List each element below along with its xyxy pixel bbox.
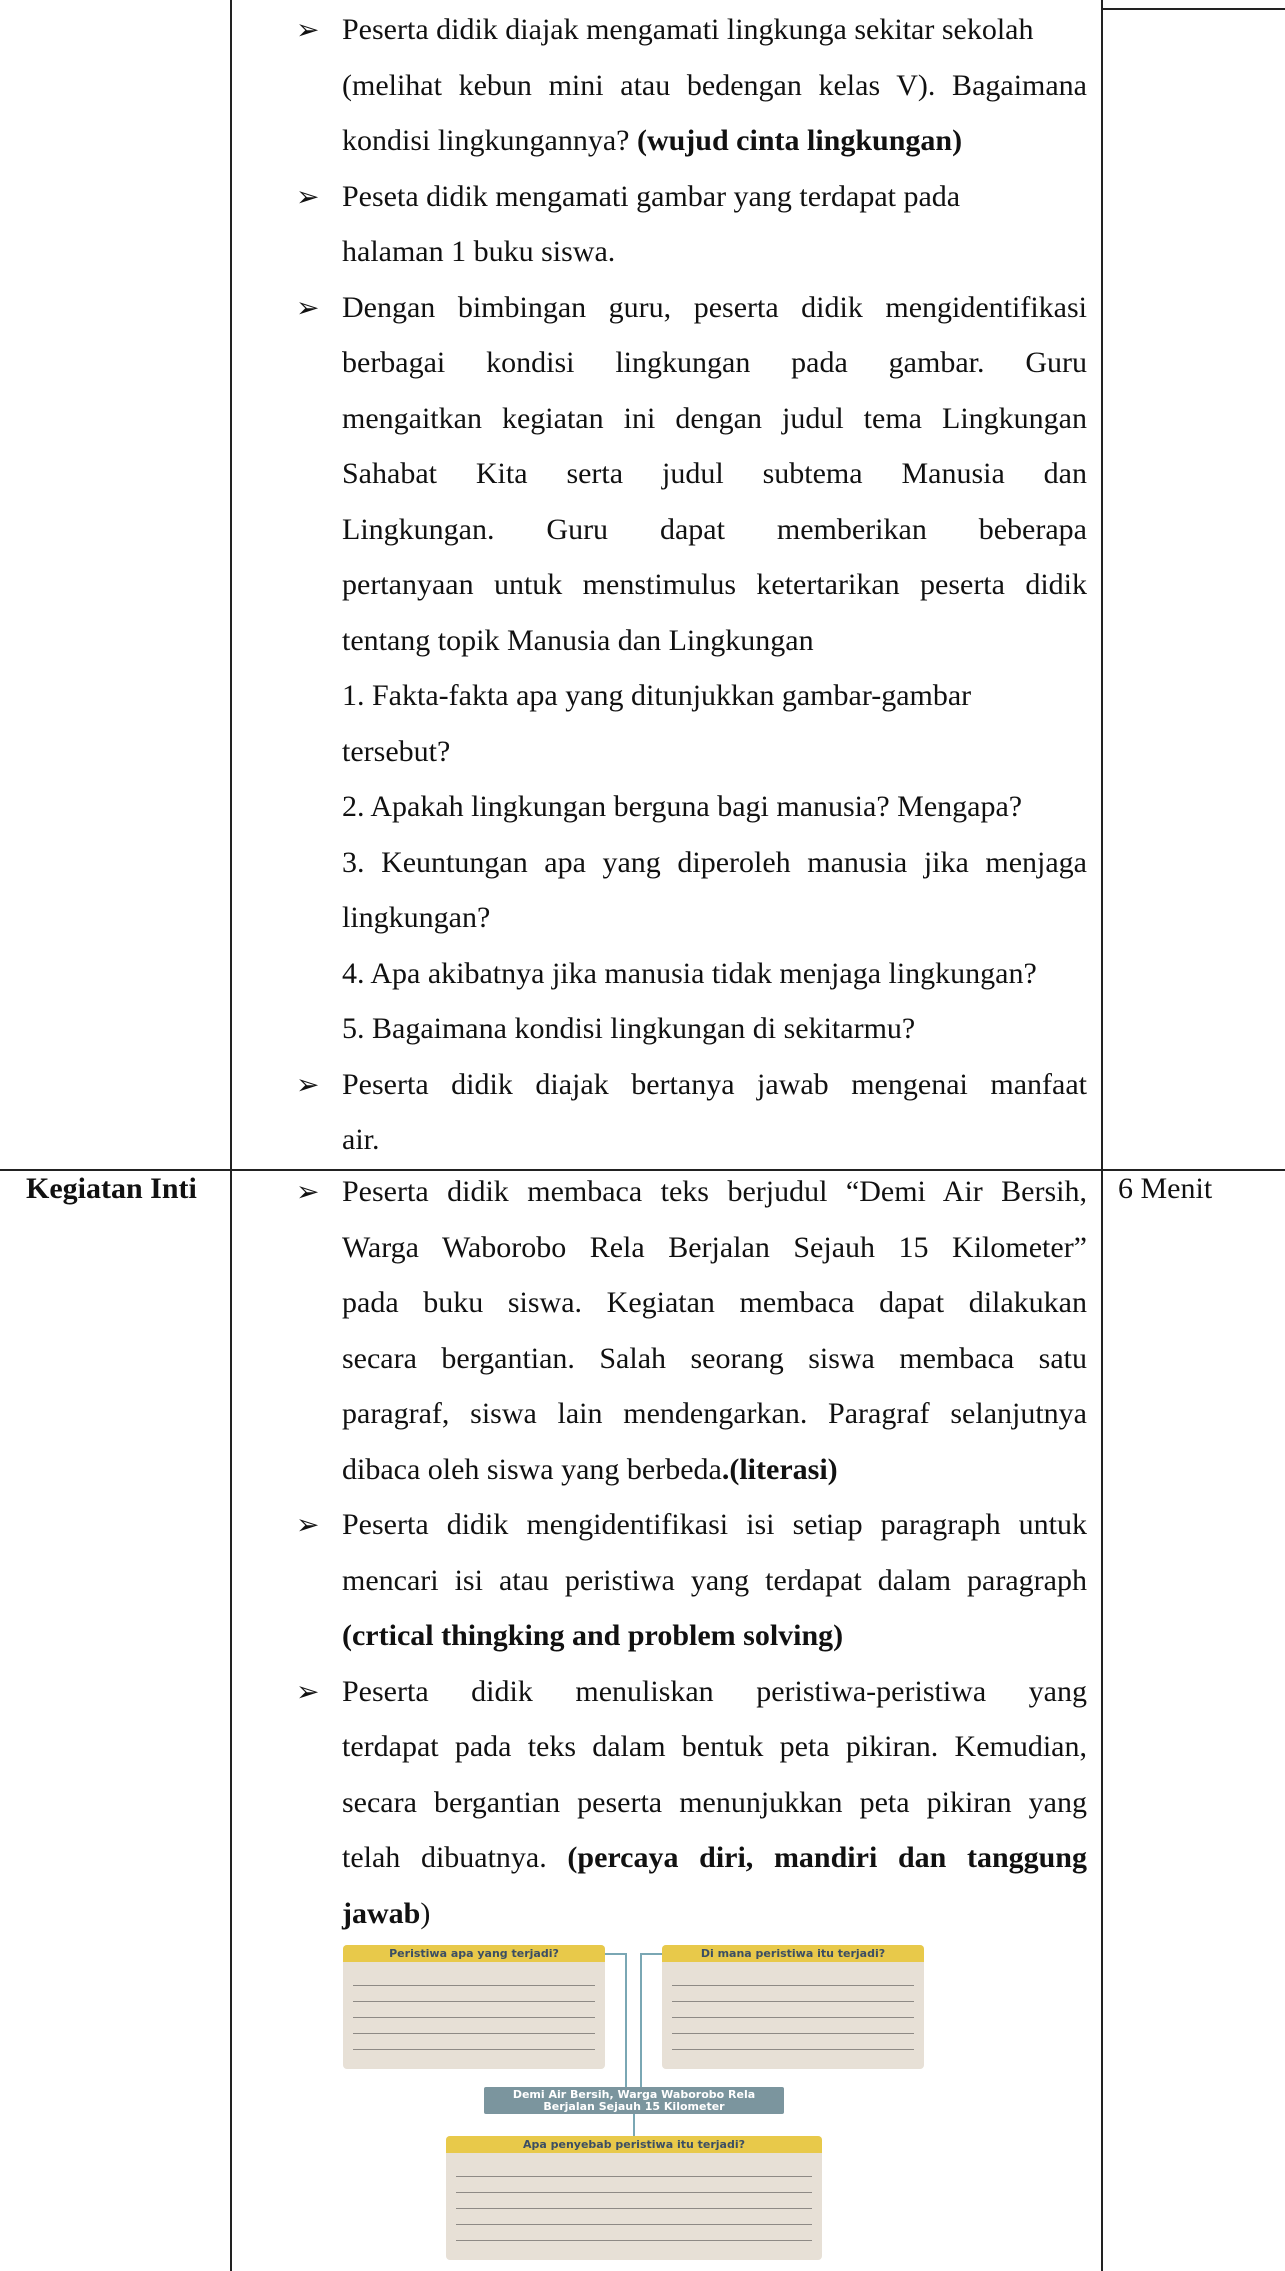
text-line: pertanyaan untuk menstimulus ketertarikan peserta didik <box>342 568 1087 601</box>
text-line: (melihat kebun mini atau bedengan kelas V). Bagaimana <box>342 68 1087 102</box>
text-line: Sahabat Kita serta judul subtema Manusia dan <box>342 457 1087 490</box>
mind-map-box-why-title: Apa penyebab peristiwa itu terjadi? <box>446 2136 822 2153</box>
bullet-arrow-icon: ➢ <box>296 13 320 46</box>
text-line: Warga Waborobo Rela Berjalan Sejauh 15 Kilometer” <box>342 1230 1087 1264</box>
text-line: Peseta didik mengamati gambar yang terdapat pada <box>342 179 961 213</box>
bullet-arrow-icon: ➢ <box>296 290 320 324</box>
text-line: 3. Keuntungan apa yang diperoleh manusia jika menjaga <box>342 845 1087 879</box>
mind-map-box-what-title: Peristiwa apa yang terjadi? <box>343 1945 605 1962</box>
text-line: dibaca oleh siswa yang berbeda.(literasi) <box>342 1452 838 1486</box>
mind-map-center-topic: Demi Air Bersih, Warga Waborobo Rela Berjalan Sejauh 15 Kilometer <box>484 2087 784 2114</box>
text-line: 2. Apakah lingkungan berguna bagi manusia? Mengapa? <box>342 790 1023 823</box>
text-line: tersebut? <box>342 734 451 768</box>
text-line: secara bergantian peserta menunjukkan peta pikiran yang <box>342 1785 1087 1819</box>
text-line: jawab) <box>342 1896 431 1930</box>
bullet-arrow-icon: ➢ <box>296 1067 320 1101</box>
bullet-arrow-icon: ➢ <box>296 1175 320 1208</box>
text-line: Peserta didik membaca teks berjudul “Demi Air Bersih, <box>342 1175 1087 1208</box>
text-line: 5. Bagaimana kondisi lingkungan di sekitarmu? <box>342 1012 916 1045</box>
bullet-arrow-icon: ➢ <box>296 1674 320 1708</box>
text-line: kondisi lingkungannya? (wujud cinta lingkungan) <box>342 124 963 157</box>
table-border-middle <box>1101 0 1103 2271</box>
text-line: Peserta didik diajak mengamati lingkunga sekitar sekolah <box>342 13 1034 46</box>
text-line: mengaitkan kegiatan ini dengan judul tema Lingkungan <box>342 401 1087 435</box>
text-line: mencari isi atau peristiwa yang terdapat dalam paragraph <box>342 1563 1087 1597</box>
text-line: Peserta didik mengidentifikasi isi setiap paragraph untuk <box>342 1508 1087 1541</box>
mind-map-box-where <box>662 1945 924 2069</box>
text-line: Peserta didik menuliskan peristiwa-peristiwa yang <box>342 1674 1087 1708</box>
table-top-border <box>1101 8 1285 10</box>
text-line: tentang topik Manusia dan Lingkungan <box>342 623 814 657</box>
text-line: halaman 1 buku siswa. <box>342 235 616 268</box>
text-line: secara bergantian. Salah seorang siswa membaca satu <box>342 1341 1087 1375</box>
text-line: berbagai kondisi lingkungan pada gambar. Guru <box>342 346 1087 379</box>
text-line: paragraf, siswa lain mendengarkan. Paragraf selanjutnya <box>342 1397 1087 1430</box>
text-line: telah dibuatnya. (percaya diri, mandiri dan tanggung <box>342 1841 1087 1874</box>
row-label-kegiatan-inti: Kegiatan Inti <box>26 1172 197 1205</box>
text-line: Peserta didik diajak bertanya jawab mengenai manfaat <box>342 1067 1087 1101</box>
table-border-left <box>230 0 232 2271</box>
text-line: (crtical thingking and problem solving) <box>342 1619 844 1652</box>
text-line: terdapat pada teks dalam bentuk peta pikiran. Kemudian, <box>342 1730 1087 1763</box>
mind-map-box-where-title: Di mana peristiwa itu terjadi? <box>662 1945 924 1962</box>
text-line: Dengan bimbingan guru, peserta didik mengidentifikasi <box>342 290 1087 324</box>
text-line: lingkungan? <box>342 901 491 934</box>
text-line: Lingkungan. Guru dapat memberikan beberapa <box>342 512 1087 546</box>
mind-map-box-why <box>446 2136 822 2260</box>
text-line: 4. Apa akibatnya jika manusia tidak menjaga lingkungan? <box>342 956 1037 990</box>
mind-map-box-what <box>343 1945 605 2069</box>
text-line: pada buku siswa. Kegiatan membaca dapat dilakukan <box>342 1286 1087 1319</box>
bullet-arrow-icon: ➢ <box>296 1508 320 1541</box>
row-divider <box>0 1169 1285 1171</box>
text-line: 1. Fakta-fakta apa yang ditunjukkan gambar-gambar <box>342 679 972 712</box>
row-duration: 6 Menit <box>1118 1172 1213 1205</box>
text-line: air. <box>342 1123 380 1156</box>
bullet-arrow-icon: ➢ <box>296 179 320 213</box>
